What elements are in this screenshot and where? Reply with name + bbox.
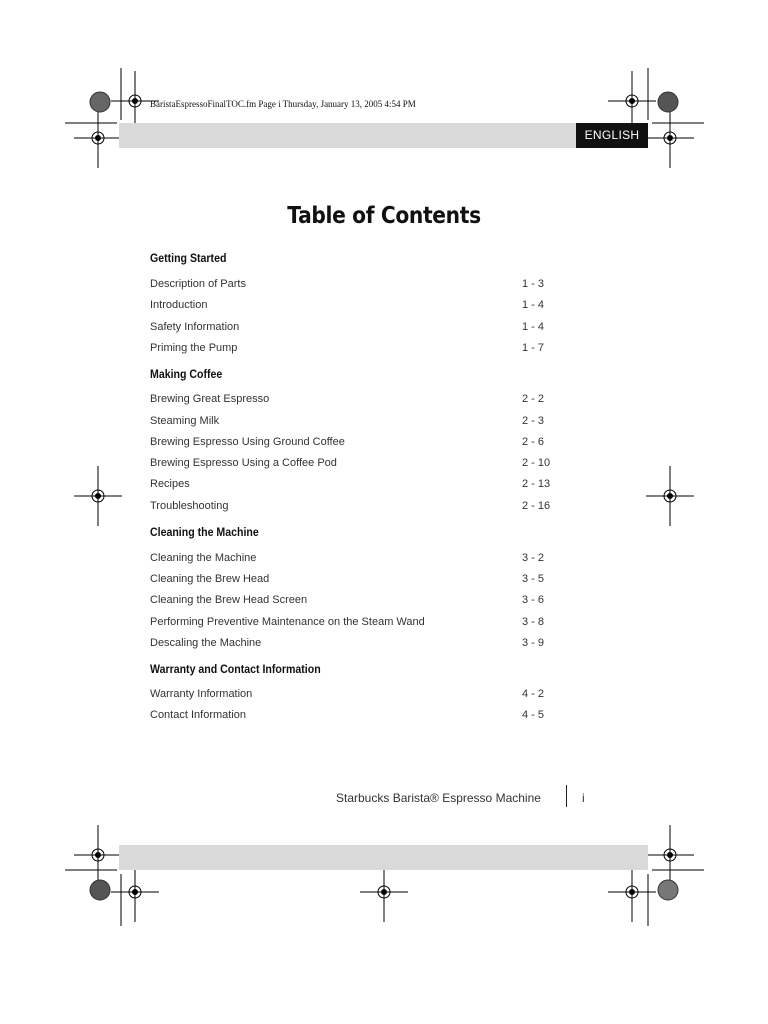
- section-heading: Warranty and Contact Information: [150, 664, 321, 676]
- toc-entry-page: 2 - 10: [522, 457, 551, 469]
- toc-entry-page: 2 - 16: [522, 500, 551, 512]
- toc-entry: [150, 637, 550, 653]
- toc-entry-label: Steaming Milk: [150, 415, 220, 427]
- toc-entry-label: Safety Information: [150, 321, 240, 333]
- toc-entry-label: Brewing Espresso Using a Coffee Pod: [150, 457, 337, 469]
- toc-entry-page: 4 - 2: [522, 688, 545, 700]
- toc-entry: [150, 415, 550, 431]
- toc-entry-label: Cleaning the Brew Head: [150, 573, 270, 585]
- toc-entry: [150, 321, 550, 337]
- footer-product-name: Starbucks Barista® Espresso Machine: [336, 791, 541, 805]
- footer-divider: [566, 785, 567, 807]
- toc-entry-label: Troubleshooting: [150, 500, 229, 512]
- toc-entry-page: 3 - 8: [522, 616, 545, 628]
- toc-entry: [150, 299, 550, 315]
- toc-entry: [150, 500, 550, 516]
- toc-entry: [150, 478, 550, 494]
- toc-entry-label: Descaling the Machine: [150, 637, 262, 649]
- toc-entry-label: Priming the Pump: [150, 342, 238, 354]
- toc-entry: [150, 342, 550, 358]
- toc-entry: [150, 457, 550, 473]
- toc-entry-page: 1 - 3: [522, 278, 545, 290]
- toc-entry: [150, 552, 550, 568]
- toc-entry-label: Description of Parts: [150, 278, 246, 290]
- footer-band: [119, 845, 648, 870]
- section-heading: Cleaning the Machine: [150, 527, 259, 539]
- toc-entry-page: 1 - 7: [522, 342, 545, 354]
- toc-entry-label: Warranty Information: [150, 688, 253, 700]
- toc-entry: [150, 436, 550, 452]
- toc-entry: [150, 709, 550, 725]
- toc-entry-label: Contact Information: [150, 709, 246, 721]
- toc-entry-page: 3 - 2: [522, 552, 545, 564]
- toc-entry-page: 4 - 5: [522, 709, 545, 721]
- footer-page-number: i: [582, 791, 585, 805]
- page-title: Table of Contents: [287, 203, 481, 229]
- toc-entry-label: Cleaning the Brew Head Screen: [150, 594, 308, 606]
- section-heading: Making Coffee: [150, 369, 223, 381]
- section-heading: Getting Started: [150, 253, 227, 265]
- toc-entry-page: 3 - 6: [522, 594, 545, 606]
- toc-entry-label: Introduction: [150, 299, 208, 311]
- toc-entry: [150, 616, 550, 632]
- toc-entry: [150, 573, 550, 589]
- language-tab: ENGLISH: [576, 123, 648, 148]
- toc-entry-page: 3 - 5: [522, 573, 545, 585]
- file-slug: BaristaEspressoFinalTOC.fm Page i Thursday, January 13, 2005 4:54 PM: [150, 99, 416, 109]
- toc-entry-page: 2 - 6: [522, 436, 545, 448]
- toc-entry-page: 2 - 2: [522, 393, 545, 405]
- toc-entry-label: Cleaning the Machine: [150, 552, 257, 564]
- toc-entry: [150, 393, 550, 409]
- toc-entry-page: 2 - 3: [522, 415, 545, 427]
- toc-entry-label: Performing Preventive Maintenance on the Steam Wand: [150, 616, 425, 628]
- toc-entry-label: Brewing Great Espresso: [150, 393, 270, 405]
- toc-entry-page: 2 - 13: [522, 478, 551, 490]
- toc-entry-page: 1 - 4: [522, 299, 545, 311]
- header-band: [119, 123, 648, 148]
- toc-entry-page: 1 - 4: [522, 321, 545, 333]
- toc-entry: [150, 688, 550, 704]
- toc-entry-page: 3 - 9: [522, 637, 545, 649]
- toc-entry: [150, 278, 550, 294]
- toc-entry-label: Recipes: [150, 478, 190, 490]
- toc-entry: [150, 594, 550, 610]
- toc-entry-label: Brewing Espresso Using Ground Coffee: [150, 436, 345, 448]
